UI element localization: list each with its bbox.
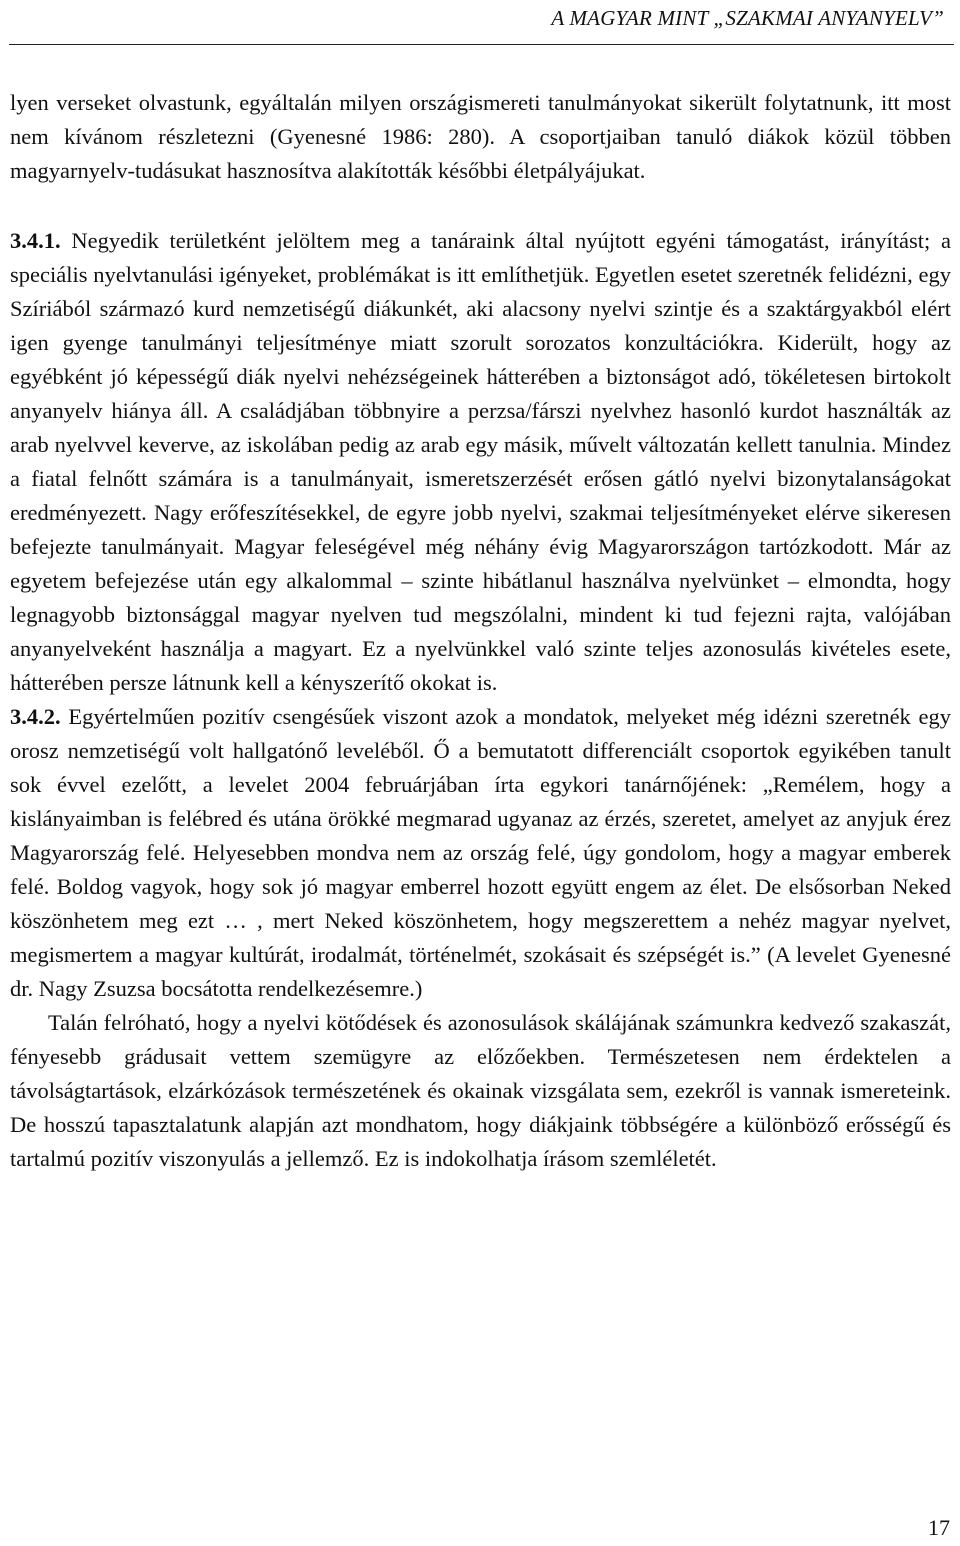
header-rule <box>9 44 954 45</box>
section-3-4-2 <box>10 700 951 1006</box>
section-number: 3.4.1. <box>10 228 61 253</box>
section-text: Negyedik területként jelöltem meg a tanáraink által nyújtott egyéni támogatást, irányítást; a speciális nyelvtanulási igényeket, problémákat is itt említhetjük. Egyetlen esetet szeretnék felidézni, egy Szíriából származó kurd nemzetiségű diákunkét, aki alacsony nyelvi szintje és a szaktárgyakból elért igen gyenge tanulmányi teljesítménye miatt szorult sorozatos konzultációkra. Kiderült, hogy az egyébként jó képességű diák nyelvi nehézségeinek hátterében a biztonságot adó, tökéletesen birtokolt anyanyelv hiánya áll. A családjában többnyire a perzsa/fárszi nyelvhez hasonló kurdot használták az arab nyelvvel keverve, az iskolában pedig az arab egy másik, művelt változatán kellett tanulnia. Mindez a fiatal felnőtt számára is a tanulmányait, ismeretszerzését erősen gátló nyelvi bizonytalanságokat eredményezett. Nagy erőfeszítésekkel, de egyre jobb nyelvi, szakmai teljesítményeket elérve sikeresen befejezte tanulmányait. Magyar feleségével még néhány évig Magyarországon tartózkodott. Már az egyetem befejezése után egy alkalommal – szinte hibátlanul használva nyelvünket – elmondta, hogy legnagyobb biztonsággal magyar nyelven tud megszólalni, mindent ki tud fejezni rajta, valójában anyanyelveként használja a magyart. Ez a nyelvünkkel való szinte teljes azonosulás kivételes esete, hátterében persze látnunk kell a kényszerítő okokat is. <box>10 228 951 695</box>
running-header: A MAGYAR MINT „SZAKMAI ANYANYELV” <box>551 6 944 30</box>
body-text <box>10 86 951 1176</box>
section-text: Egyértelműen pozitív csengésűek viszont azok a mondatok, melyeket még idézni szeretnék egy orosz nemzetiségű volt hallgatónő leveléből. Ő a bemutatott differenciált csoportok egyikében tanult sok évvel ezelőtt, a levelet 2004 februárjában írta egykori tanárnőjének: „Remélem, hogy a kislányaimban is felébred és utána örökké megmarad ugyanaz az érzés, szeretet, amelyet az anyjuk érez Magyarország felé. Helyesebben mondva nem az ország felé, úgy gondolom, hogy a magyar emberek felé. Boldog vagyok, hogy sok jó magyar emberrel hozott együtt engem az élet. De elsősorban Neked köszönhetem meg ezt … , mert Neked köszönhetem, hogy megszerettem a nehéz magyar nyelvet, megismertem a magyar kultúrát, irodalmát, történelmét, szokásait és szépségét is.” (A levelet Gyenesné dr. Nagy Zsuzsa bocsátotta rendelkezésemre.) <box>10 704 951 1001</box>
paragraph-continuation: lyen verseket olvastunk, egyáltalán milyen országismereti tanulmányokat sikerült folytatnunk, itt most nem kívánom részletezni (Gyenesné 1986: 280). A csoportjaiban tanuló diákok közül többen magyarnyelv-tudásukat hasznosítva alakították későbbi életpályájukat. <box>10 90 951 183</box>
paragraph-final: Talán felróható, hogy a nyelvi kötődések és azonosulások skálájának számunkra kedvező szakaszát, fényesebb grádusait vettem szemügyre az előzőekben. Természetesen nem érdektelen a távolságtartások, elzárkózások természetének és okainak vizsgálata sem, ezekről is vannak ismereteink. De hosszú tapasztalatunk alapján azt mondhatom, hogy diákjaink többségére a különböző erősségű és tartalmú pozitív viszonyulás a jellemző. Ez is indokolhatja írásom szemléletét. <box>10 1010 951 1171</box>
section-number: 3.4.2. <box>10 704 61 729</box>
page-number: 17 <box>928 1515 950 1540</box>
section-3-4-1 <box>10 224 951 700</box>
